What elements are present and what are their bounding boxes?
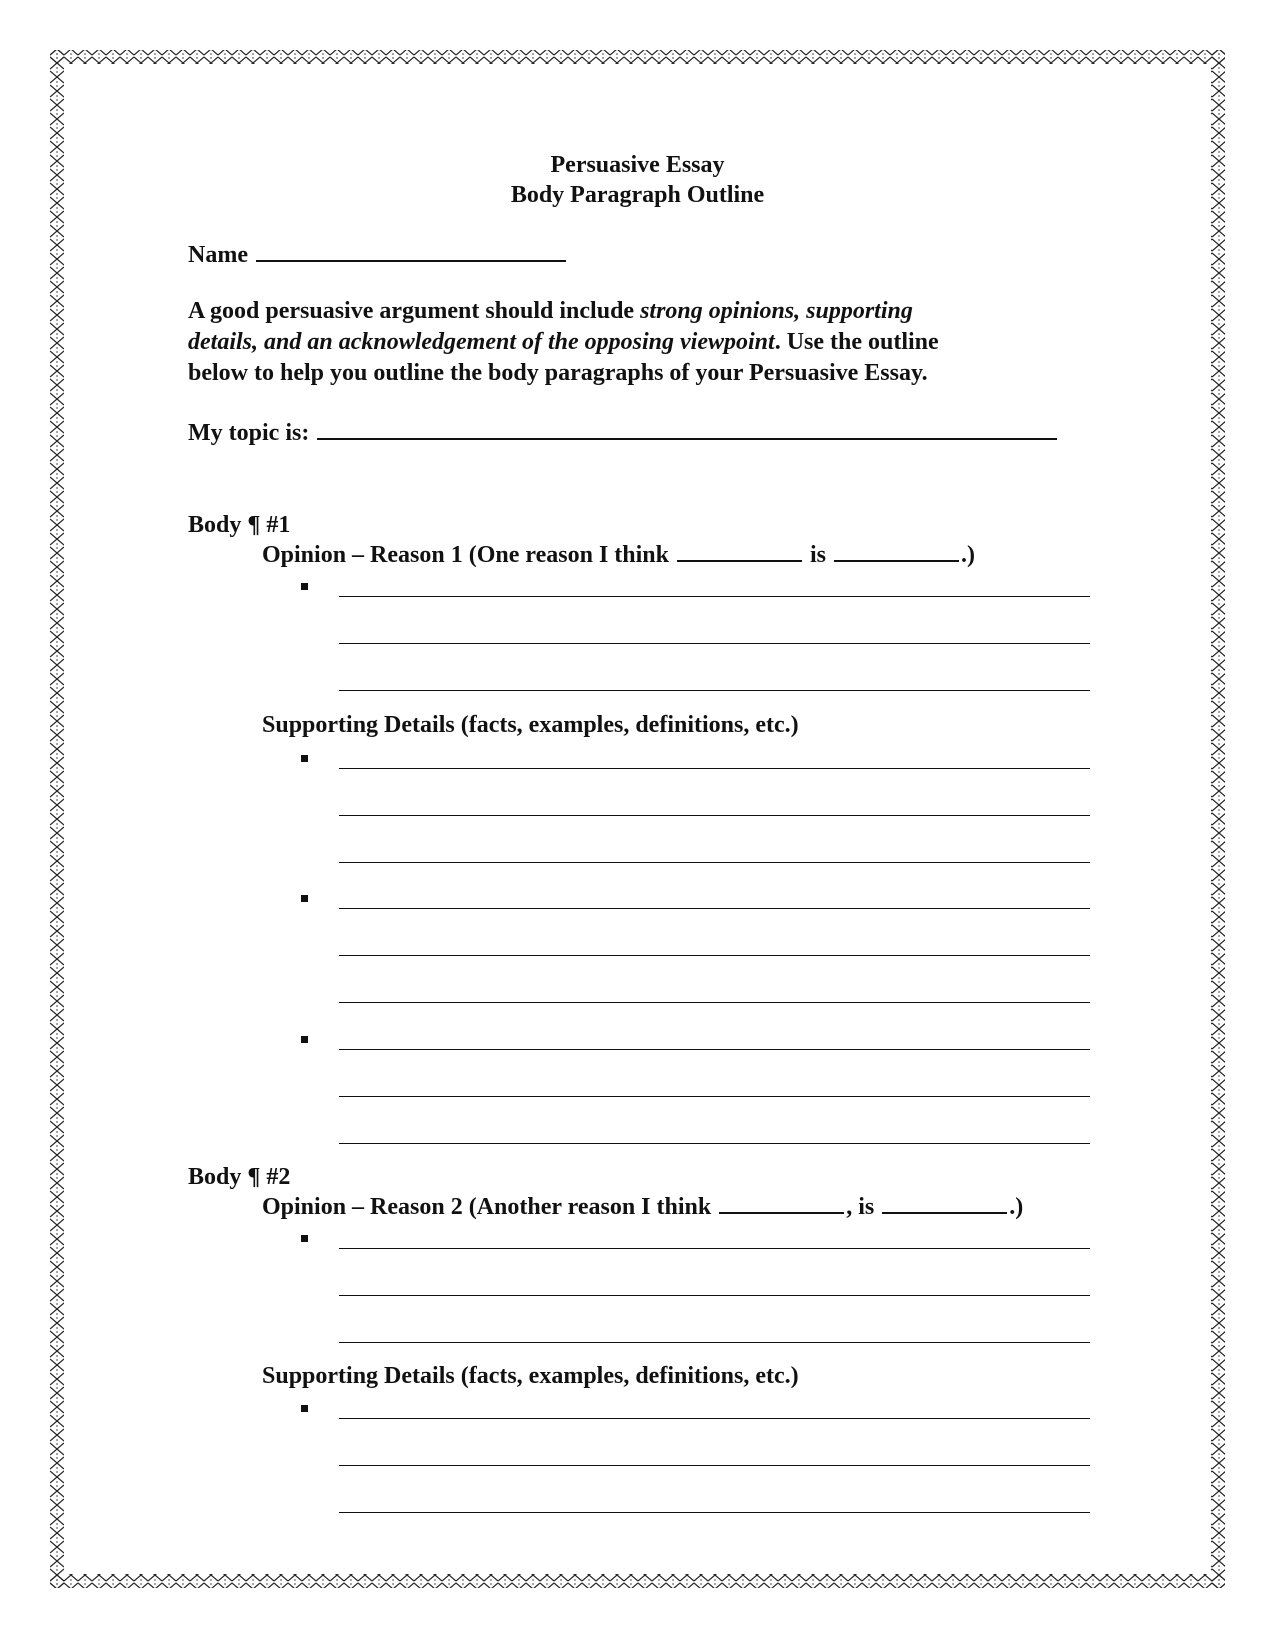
body2-blank-1[interactable] [719, 1192, 844, 1214]
square-bullet-icon [301, 1036, 308, 1043]
writing-line[interactable] [339, 1418, 1090, 1419]
square-bullet-icon [301, 1235, 308, 1242]
square-bullet-icon [301, 583, 308, 590]
body2-supporting-heading: Supporting Details (facts, examples, definitions, etc.) [262, 1363, 799, 1389]
writing-line[interactable] [339, 1049, 1090, 1050]
intro-paragraph [188, 296, 1068, 389]
square-bullet-icon [301, 895, 308, 902]
writing-line[interactable] [339, 596, 1090, 597]
writing-line[interactable] [339, 1248, 1090, 1249]
writing-line[interactable] [339, 1143, 1090, 1144]
intro-text-1: A good persuasive argument should include [188, 298, 641, 324]
name-field[interactable] [256, 240, 566, 262]
body1-opinion [262, 540, 975, 570]
body1-opinion-text-b: is [809, 542, 826, 568]
body2-blank-2[interactable] [882, 1192, 1007, 1214]
body1-heading: Body ¶ #1 [188, 512, 291, 538]
topic-field[interactable] [317, 418, 1057, 440]
writing-line[interactable] [339, 1512, 1090, 1513]
body1-opinion-text-a: Opinion – Reason 1 (One reason I think [262, 542, 669, 568]
writing-line[interactable] [339, 1465, 1090, 1466]
name-label: Name [188, 242, 248, 268]
writing-line[interactable] [339, 1002, 1090, 1003]
body2-opinion-text-b: , is [846, 1194, 875, 1220]
body2-opinion-text-a: Opinion – Reason 2 (Another reason I think [262, 1194, 712, 1220]
body2-opinion [262, 1192, 1023, 1222]
intro-text-2: . Use the outline [774, 329, 939, 355]
writing-line[interactable] [339, 862, 1090, 863]
intro-emphasis-2: details, and an acknowledgement of the opposing viewpoint [188, 329, 775, 355]
square-bullet-icon [301, 1405, 308, 1412]
title-line-2: Body Paragraph Outline [510, 182, 765, 208]
square-bullet-icon [301, 755, 308, 762]
writing-line[interactable] [339, 1096, 1090, 1097]
writing-line[interactable] [339, 643, 1090, 644]
writing-line[interactable] [339, 908, 1090, 909]
writing-line[interactable] [339, 690, 1090, 691]
body2-heading: Body ¶ #2 [188, 1164, 291, 1190]
name-row [188, 240, 568, 270]
topic-label: My topic is: [188, 420, 310, 446]
intro-emphasis-1: strong opinions, supporting [640, 298, 913, 324]
writing-line[interactable] [339, 955, 1090, 956]
title-line-1: Persuasive Essay [550, 152, 725, 178]
body2-opinion-text-c: .) [1009, 1194, 1024, 1220]
writing-line[interactable] [339, 1342, 1090, 1343]
body1-blank-2[interactable] [834, 540, 959, 562]
body1-supporting-heading: Supporting Details (facts, examples, definitions, etc.) [262, 712, 799, 738]
intro-text-3: below to help you outline the body paragraphs of your Persuasive Essay. [188, 360, 928, 386]
writing-line[interactable] [339, 815, 1090, 816]
body1-opinion-text-c: .) [961, 542, 975, 568]
writing-line[interactable] [339, 1295, 1090, 1296]
writing-line[interactable] [339, 768, 1090, 769]
topic-row [188, 418, 1059, 448]
body1-blank-1[interactable] [677, 540, 802, 562]
